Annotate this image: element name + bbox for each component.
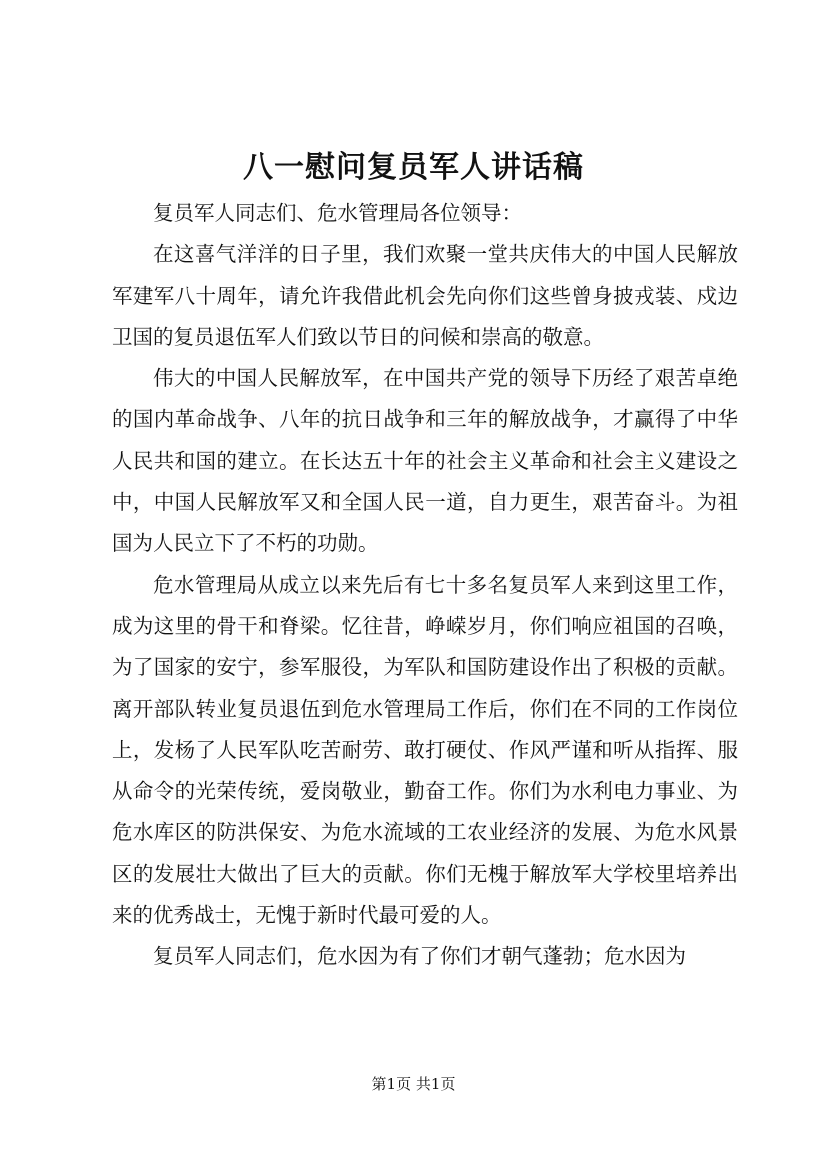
footer-total-prefix: 共 xyxy=(415,1075,431,1093)
salutation-paragraph: 复员军人同志们、危水管理局各位领导： xyxy=(153,201,522,225)
document-title: 八一慰问复员军人讲话稿 xyxy=(243,150,584,185)
body-paragraph: 在这喜气洋洋的日子里，我们欢聚一堂共庆伟大的中国人民解放军建军八十周年，请允许我借此机会先向你们这些曾身披戎装、戍边卫国的复员退伍军人们致以节日的问候和崇高的敬意。 xyxy=(112,242,738,349)
footer-total-pages: 1 xyxy=(430,1075,441,1093)
body-paragraph: 伟大的中国人民解放军，在中国共产党的领导下历经了艰苦卓绝的国内革命战争、八年的抗日战争和三年的解放战争，才赢得了中华人民共和国的建立。在长达五十年的社会主义革命和社会主义建设之中，中国人民解放军又和全国人民一道，自力更生，艰苦奋斗。为祖国为人民立下了不朽的功勋。 xyxy=(112,366,738,556)
page-footer xyxy=(0,1074,827,1094)
body-paragraph: 复员军人同志们，危水因为有了你们才朝气蓬勃；危水因为 xyxy=(153,944,686,969)
body-paragraph: 危水管理局从成立以来先后有七十多名复员军人来到这里工作，成为这里的骨干和脊梁。忆往昔，峥嵘岁月，你们响应祖国的召唤，为了国家的安宁，参军服役，为军队和国防建设作出了积极的贡献。离开部队转业复员退伍到危水管理局工作后，你们在不同的工作岗位上，发杨了人民军队吃苦耐劳、敢打硬仗、作风严谨和听从指挥、服从命令的光荣传统，爱岗敬业，勤奋工作。你们为水利电力事业、为危水库区的防洪保安、为危水流域的工农业经济的发展、为危水风景区的发展壮大做出了巨大的贡献。你们无槐于解放军大学校里培养出来的优秀战士，无愧于新时代最可爱的人。 xyxy=(112,572,738,928)
footer-total-suffix: 页 xyxy=(440,1075,456,1093)
footer-page-number: 1 xyxy=(386,1075,397,1093)
document-body xyxy=(112,193,738,978)
footer-page-prefix: 第 xyxy=(371,1075,387,1093)
footer-page-suffix: 页 xyxy=(396,1075,412,1093)
